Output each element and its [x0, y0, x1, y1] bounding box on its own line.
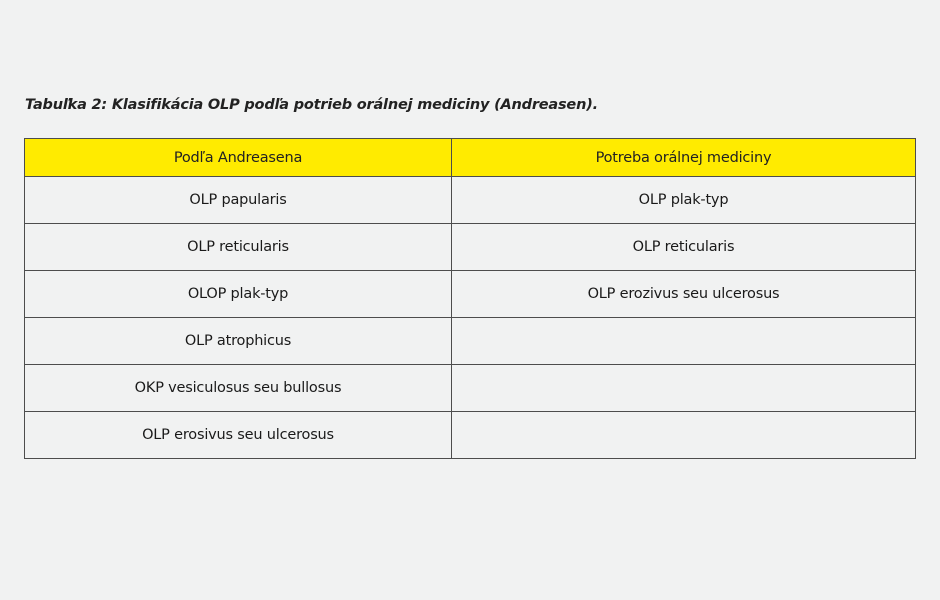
table-cell-andreasen: OLP papularis: [25, 177, 452, 224]
table-cell-andreasen: OLP atrophicus: [25, 318, 452, 365]
classification-table: [24, 138, 916, 459]
table-row: [25, 365, 916, 412]
table-cell-andreasen: OLOP plak-typ: [25, 271, 452, 318]
table-row: [25, 177, 916, 224]
table-cell-oral-medicine: [452, 365, 916, 412]
table-row: [25, 412, 916, 459]
column-header-andreasen: Podľa Andreasena: [25, 139, 452, 177]
table-cell-andreasen: OKP vesiculosus seu bullosus: [25, 365, 452, 412]
table-caption: Tabuľka 2: Klasifikácia OLP podľa potrieb orálnej mediciny (Andreasen).: [25, 97, 598, 113]
table-cell-oral-medicine: [452, 318, 916, 365]
table-cell-andreasen: OLP reticularis: [25, 224, 452, 271]
table-row: [25, 271, 916, 318]
table-cell-oral-medicine: OLP erozivus seu ulcerosus: [452, 271, 916, 318]
column-header-oral-medicine: Potreba orálnej mediciny: [452, 139, 916, 177]
table-cell-oral-medicine: OLP reticularis: [452, 224, 916, 271]
table-cell-oral-medicine: OLP plak-typ: [452, 177, 916, 224]
table-cell-andreasen: OLP erosivus seu ulcerosus: [25, 412, 452, 459]
table-cell-oral-medicine: [452, 412, 916, 459]
table-row: [25, 318, 916, 365]
table-row: [25, 224, 916, 271]
table-header-row: [25, 139, 916, 177]
